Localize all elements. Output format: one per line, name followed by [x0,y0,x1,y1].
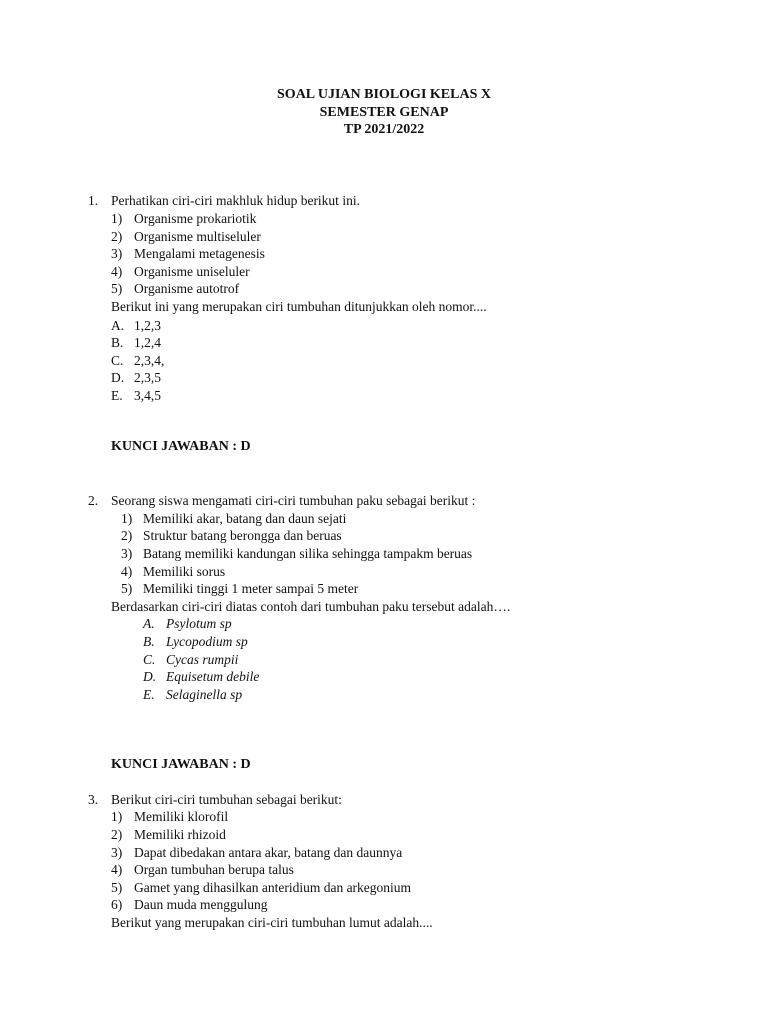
option-letter: B. [111,335,124,350]
item-text: Daun muda menggulung [134,897,268,912]
item-text: Organ tumbuhan berupa talus [134,862,294,877]
option-text: 1,2,4 [134,335,161,350]
item-number: 3) [121,546,133,561]
item-number: 3) [111,246,123,261]
question-text: Seorang siswa mengamati ciri-ciri tumbuhan paku sebagai berikut : [111,493,476,508]
question-text: Berikut ciri-ciri tumbuhan sebagai berikut: [111,792,342,807]
item-text: Struktur batang berongga dan beruas [143,528,342,543]
item-text: Memiliki akar, batang dan daun sejati [143,511,347,526]
question-number: 3. [88,792,99,807]
question-text: Perhatikan ciri-ciri makhluk hidup berikut ini. [111,193,360,208]
item-number: 4) [121,564,133,579]
option-text: 1,2,3 [134,318,161,333]
option-text: 2,3,5 [134,370,161,385]
item-text: Organisme prokariotik [134,211,257,226]
option-text: Selaginella sp [166,687,243,702]
option-letter: A. [111,318,125,333]
option-text: Equisetum debile [166,669,260,684]
question-prompt: Berikut ini yang merupakan ciri tumbuhan ditunjukkan oleh nomor.... [111,299,487,314]
answer-key: KUNCI JAWABAN : D [111,439,251,454]
item-text: Batang memiliki kandungan silika sehingga tampakm beruas [143,546,473,561]
option-letter: E. [143,687,155,702]
item-number: 2) [111,229,123,244]
option-text: Psylotum sp [166,616,232,631]
question-number: 1. [88,193,99,208]
exam-title: SOAL UJIAN BIOLOGI KELAS X [277,87,491,102]
item-text: Dapat dibedakan antara akar, batang dan daunnya [134,845,403,860]
option-letter: C. [143,652,156,667]
option-letter: E. [111,388,123,403]
item-text: Memiliki klorofil [134,809,229,824]
item-number: 1) [121,511,133,526]
item-number: 2) [111,827,123,842]
item-number: 5) [111,281,123,296]
item-number: 2) [121,528,133,543]
item-text: Mengalami metagenesis [134,246,265,261]
item-number: 4) [111,862,123,877]
option-text: Lycopodium sp [166,634,248,649]
answer-key: KUNCI JAWABAN : D [111,757,251,772]
item-text: Memiliki sorus [143,564,226,579]
item-text: Organisme uniseluler [134,264,250,279]
item-number: 1) [111,809,123,824]
item-text: Memiliki tinggi 1 meter sampai 5 meter [143,581,359,596]
item-text: Memiliki rhizoid [134,827,226,842]
option-text: 3,4,5 [134,388,161,403]
option-letter: D. [111,370,125,385]
option-text: Cycas rumpii [166,652,239,667]
item-number: 3) [111,845,123,860]
item-text: Gamet yang dihasilkan anteridium dan arkegonium [134,880,412,895]
item-number: 5) [111,880,123,895]
option-letter: B. [143,634,155,649]
question-prompt: Berikut yang merupakan ciri-ciri tumbuhan lumut adalah.... [111,915,433,930]
option-letter: A. [143,616,155,631]
item-text: Organisme autotrof [134,281,240,296]
school-year: TP 2021/2022 [343,122,425,137]
option-letter: C. [111,353,124,368]
document-header [0,86,768,139]
question-number: 2. [88,493,99,508]
item-text: Organisme multiseluler [134,229,261,244]
item-number: 6) [111,897,123,912]
semester-label: SEMESTER GENAP [319,104,449,120]
item-number: 1) [111,211,123,226]
item-number: 5) [121,581,133,596]
question-prompt: Berdasarkan ciri-ciri diatas contoh dari tumbuhan paku tersebut adalah…. [111,599,511,614]
option-letter: D. [143,669,157,684]
option-text: 2,3,4, [134,353,165,368]
item-number: 4) [111,264,123,279]
